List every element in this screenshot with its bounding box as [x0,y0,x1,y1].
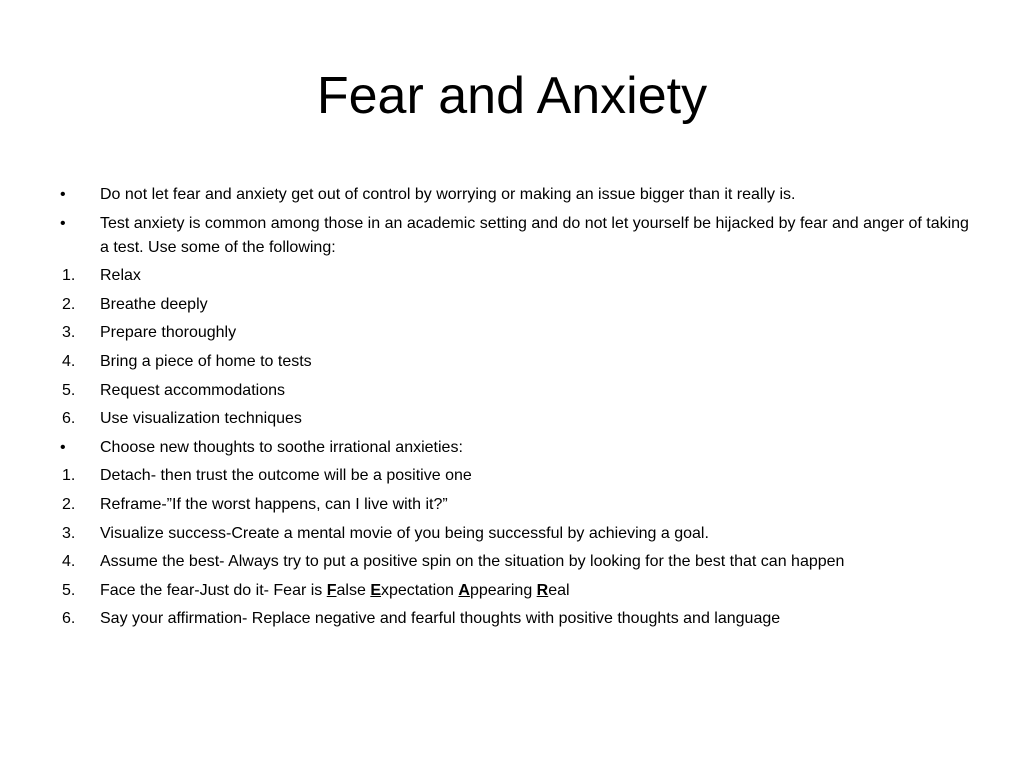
list-item-text: Visualize success-Create a mental movie of you being successful by achieving a goal. [100,524,709,542]
list-item [52,183,982,207]
list-item-text: Do not let fear and anxiety get out of control by worrying or making an issue bigger than it really is. [100,186,796,203]
number-marker: 4. [62,352,76,370]
acronym-letter-r: R [536,581,549,599]
list-item [52,407,982,431]
list-item [52,464,982,488]
number-marker: 2. [62,295,76,313]
number-marker: 1. [62,467,76,485]
acronym-word-rest: ppearing [469,581,537,599]
number-marker: 1. [62,267,76,285]
acronym-letter-e: E [370,581,381,599]
list-item [52,321,982,345]
number-marker: 5. [62,581,76,599]
list-item-text: Detach- then trust the outcome will be a positive one [100,467,472,485]
list-item [52,522,982,546]
acronym-letter-f: F [326,581,337,599]
list-item-text: Relax [100,267,141,285]
number-marker: 6. [62,410,76,428]
list-item-text: Request accommodations [100,381,285,399]
acronym-word-rest: eal [548,581,570,599]
list-item-text: Reframe-”If the worst happens, can I live with it?” [100,495,448,513]
list-item-fear-acronym [52,579,982,603]
acronym-word-rest: alse [336,581,371,599]
list-item [52,493,982,517]
list-item [52,436,982,460]
number-marker: 6. [62,610,76,628]
list-item-text: Bring a piece of home to tests [100,352,312,370]
list-item [52,550,982,574]
list-item [52,264,982,288]
list-item-text: Breathe deeply [100,295,208,313]
list-item-text: Assume the best- Always try to put a positive spin on the situation by looking for the best that can happen [100,553,845,571]
number-marker: 5. [62,381,76,399]
list-item-text: Test anxiety is common among those in an academic setting and do not let yourself be hijacked by fear and anger of taking a test. Use some of the following: [100,214,969,256]
list-item-text: Use visualization techniques [100,410,302,428]
slide-title: Fear and Anxiety [316,67,708,125]
list-item-text [100,579,982,603]
bullet-marker: • [60,214,66,232]
bullet-marker: • [60,438,66,456]
list-item [52,350,982,374]
bullet-marker: • [60,186,66,203]
number-marker: 4. [62,553,76,571]
acronym-letter-a: A [458,581,470,599]
list-item [52,607,982,631]
acronym-word-rest: xpectation [381,581,459,599]
number-marker: 3. [62,524,76,542]
number-marker: 2. [62,495,76,513]
list-item-text: Choose new thoughts to soothe irrational anxieties: [100,438,463,456]
list-item-text: Prepare thoroughly [100,324,237,342]
list-item [52,212,982,260]
fear-prefix-text: Face the fear-Just do it- Fear is [100,581,327,599]
list-item-text: Say your affirmation- Replace negative and fearful thoughts with positive thoughts and language [100,610,781,628]
number-marker: 3. [62,324,76,342]
list-item [52,293,982,317]
list-item [52,379,982,403]
content-list [52,183,982,636]
